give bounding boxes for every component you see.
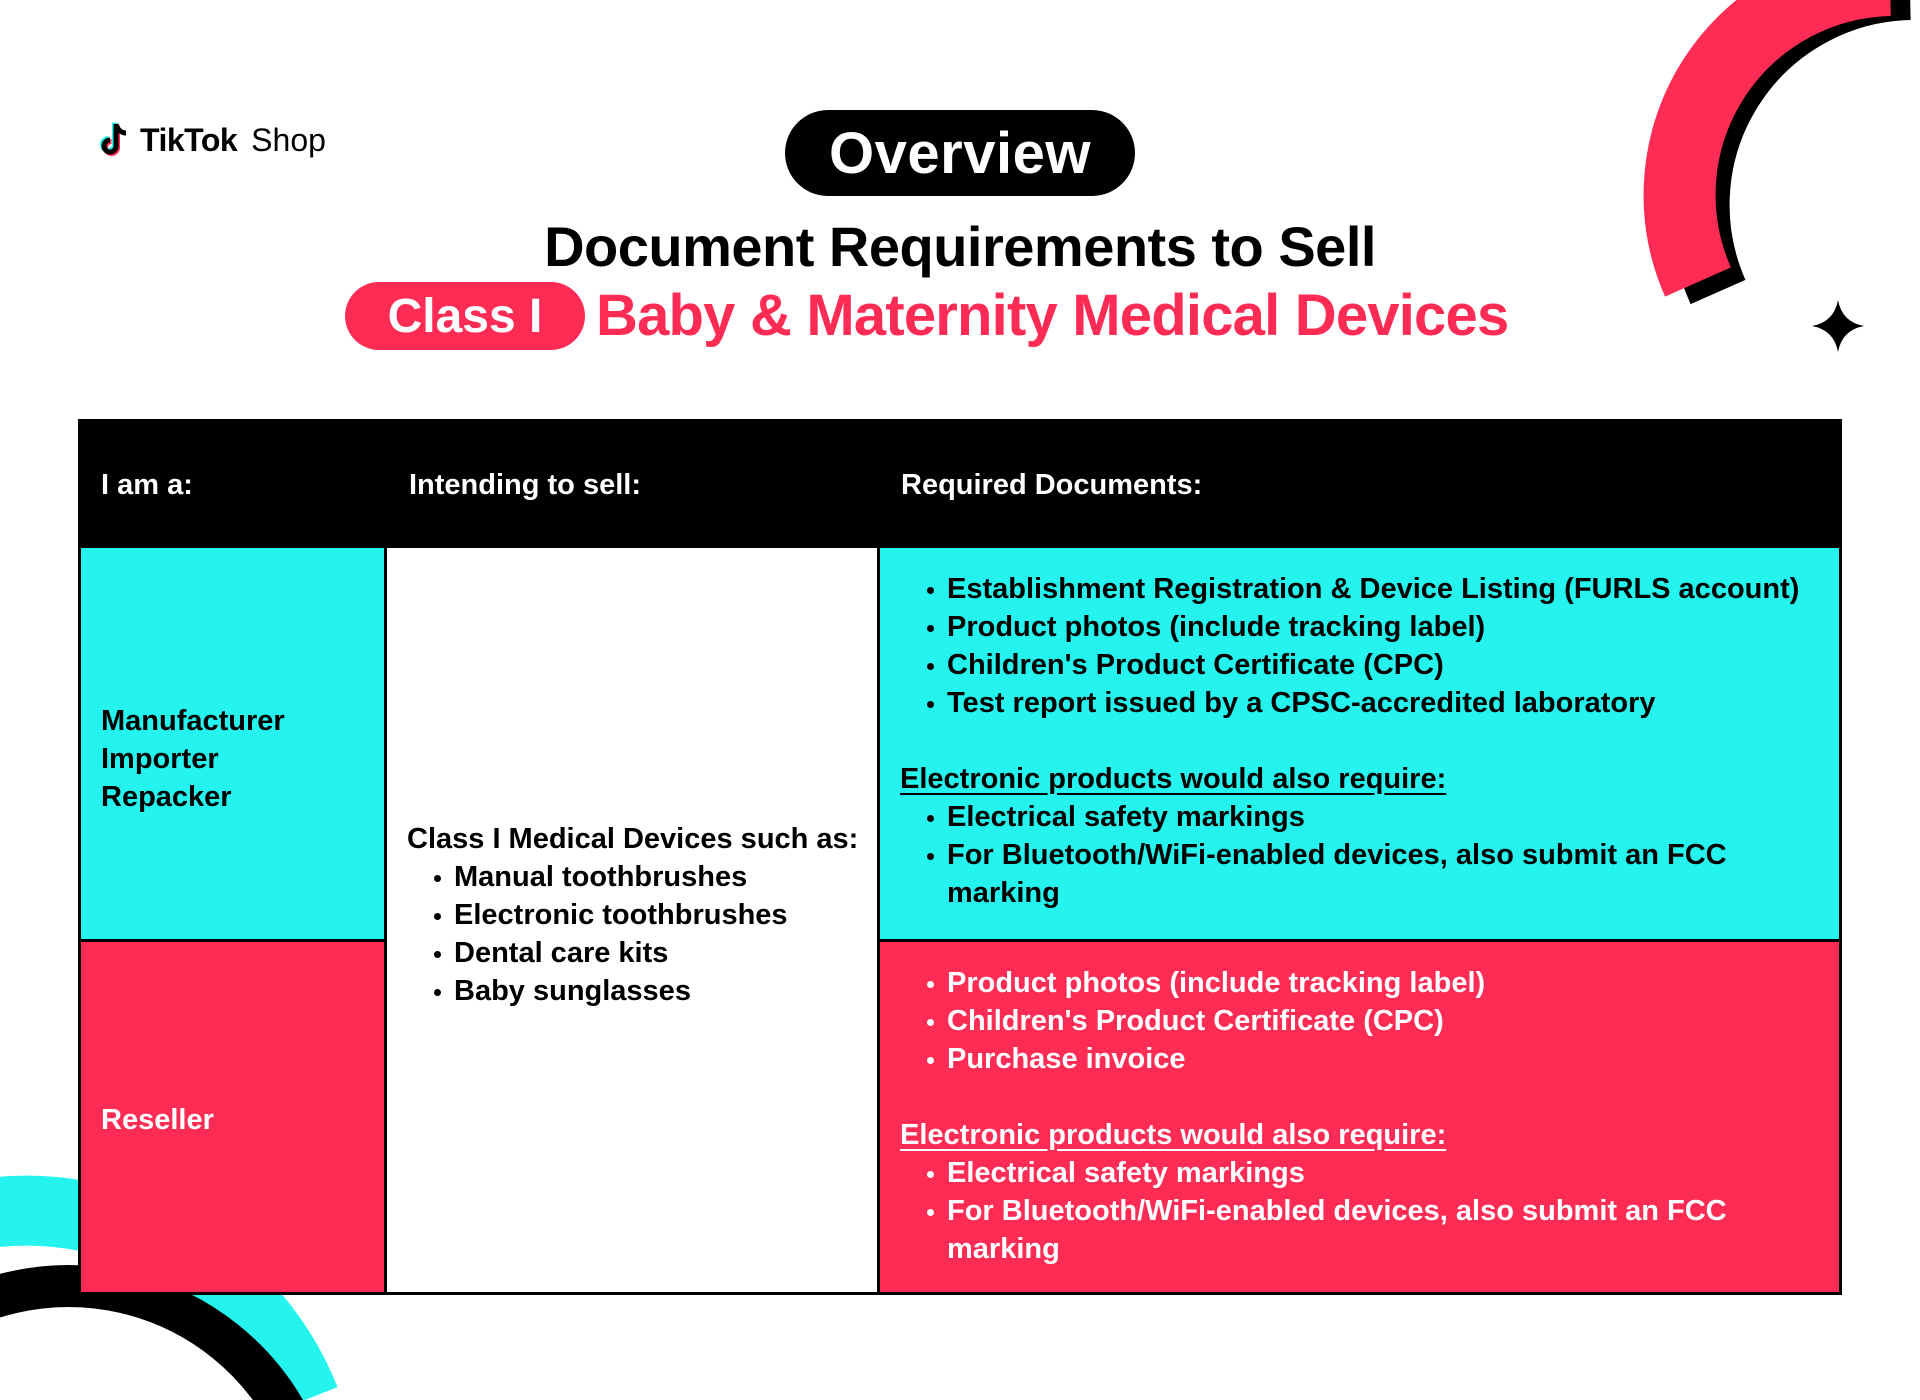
header-role: I am a: bbox=[101, 469, 193, 501]
documents-block bbox=[900, 964, 1819, 1268]
documents-block bbox=[900, 570, 1819, 912]
products-cell bbox=[387, 548, 880, 1292]
role-repacker: Repacker bbox=[101, 781, 232, 813]
role-reseller: Reseller bbox=[101, 1104, 214, 1136]
products-block bbox=[407, 820, 858, 1010]
overview-badge: Overview bbox=[785, 110, 1135, 196]
list-item: Manual toothbrushes bbox=[407, 858, 858, 896]
table-header bbox=[81, 422, 1839, 548]
header-documents: Required Documents: bbox=[901, 469, 1203, 501]
electronic-note: Electronic products would also require: bbox=[900, 763, 1447, 795]
brand-name: TikTok bbox=[140, 121, 238, 158]
role-list bbox=[101, 702, 285, 816]
list-item: Children's Product Certificate (CPC) bbox=[900, 646, 1819, 684]
list-item: Children's Product Certificate (CPC) bbox=[900, 1002, 1819, 1040]
class-badge: Class I bbox=[345, 282, 585, 350]
list-item: Baby sunglasses bbox=[407, 972, 858, 1010]
list-item: Dental care kits bbox=[407, 934, 858, 972]
brand-sub: Shop bbox=[251, 121, 326, 158]
requirements-table bbox=[78, 419, 1842, 1295]
documents-cell-manufacturer bbox=[880, 548, 1839, 939]
list-item: Test report issued by a CPSC-accredited laboratory bbox=[900, 684, 1819, 722]
list-item: Electrical safety markings bbox=[900, 798, 1819, 836]
tiktok-shop-logo bbox=[100, 118, 326, 162]
tiktok-note-icon bbox=[100, 120, 134, 160]
electronic-note: Electronic products would also require: bbox=[900, 1119, 1447, 1151]
page-subtitle: Baby & Maternity Medical Devices bbox=[596, 283, 1509, 348]
list-item: For Bluetooth/WiFi-enabled devices, also submit an FCC marking bbox=[900, 1192, 1819, 1268]
documents-cell-reseller bbox=[880, 939, 1839, 1292]
role-manufacturer: Manufacturer bbox=[101, 705, 285, 737]
list-item: Electronic toothbrushes bbox=[407, 896, 858, 934]
list-item: Purchase invoice bbox=[900, 1040, 1819, 1078]
list-item: Product photos (include tracking label) bbox=[900, 964, 1819, 1002]
header-intending: Intending to sell: bbox=[409, 469, 641, 501]
documents-list bbox=[900, 964, 1819, 1078]
electronic-documents-list bbox=[900, 1154, 1819, 1268]
list-item: Electrical safety markings bbox=[900, 1154, 1819, 1192]
list-item: Product photos (include tracking label) bbox=[900, 608, 1819, 646]
role-importer: Importer bbox=[101, 743, 219, 775]
role-cell-manufacturer bbox=[81, 548, 387, 939]
list-item: For Bluetooth/WiFi-enabled devices, also submit an FCC marking bbox=[900, 836, 1819, 912]
subtitle-row bbox=[0, 280, 1920, 352]
products-intro: Class I Medical Devices such as: bbox=[407, 823, 859, 855]
documents-list bbox=[900, 570, 1819, 722]
list-item: Establishment Registration & Device Listing (FURLS account) bbox=[900, 570, 1819, 608]
spacer bbox=[900, 1078, 1819, 1116]
role-cell-reseller bbox=[81, 939, 387, 1292]
page-title: Document Requirements to Sell bbox=[544, 215, 1376, 278]
spacer bbox=[900, 722, 1819, 760]
electronic-documents-list bbox=[900, 798, 1819, 912]
products-list bbox=[407, 858, 858, 1010]
